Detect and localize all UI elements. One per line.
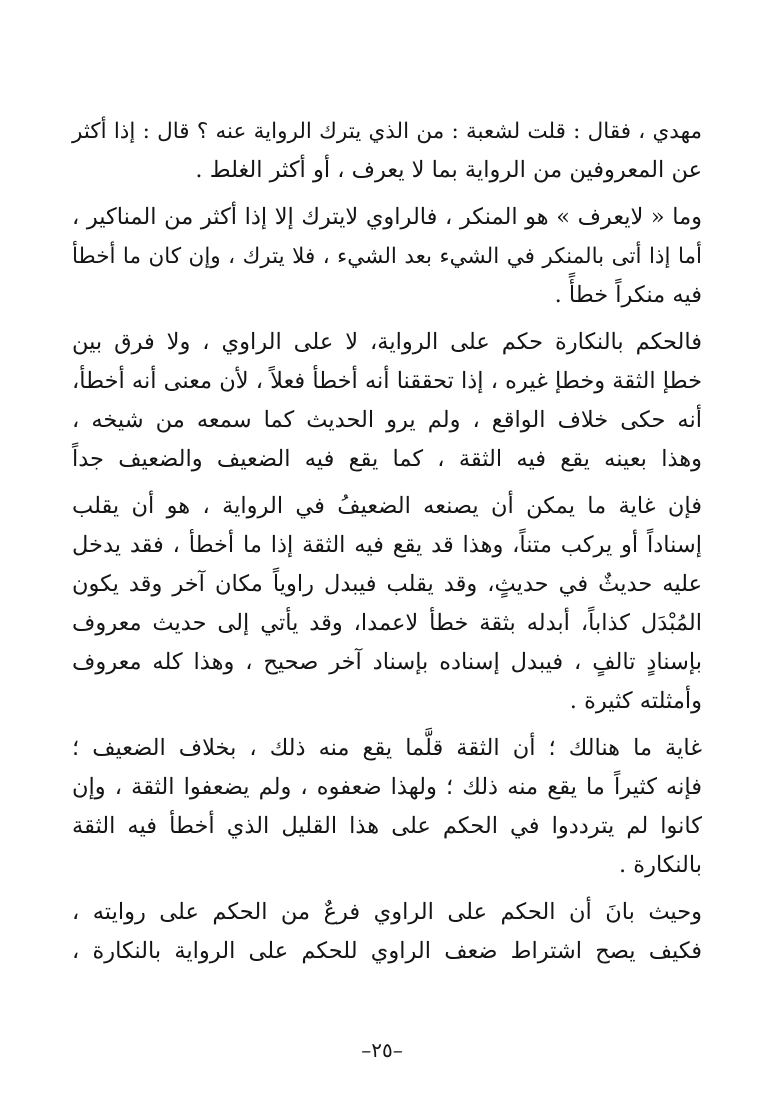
text-line: فإن غاية ما يمكن أن يصنعه الضعيفُ في الرواية ، هو أن يقلب (72, 493, 702, 519)
body-text (72, 112, 702, 979)
text-line: فالحكم بالنكارة حكم على الرواية، لا على الراوي ، ولا فرق بين (72, 329, 702, 355)
text-line: وأمثلته كثيرة . (569, 688, 702, 714)
paragraph-6 (72, 893, 702, 971)
text-line: وما « لايعرف » هو المنكر ، فالراوي لايترك إلا إذا أكثر من المناكير ، (72, 204, 702, 230)
paragraph-5 (72, 729, 702, 885)
text-line: غاية ما هنالك ؛ أن الثقة قلَّما يقع منه ذلك ، بخلاف الضعيف ؛ (72, 735, 703, 761)
text-line: فيه منكراً خطأً . (554, 282, 702, 308)
paragraph-1 (72, 112, 702, 190)
text-line: فإنه كثيراً ما يقع منه ذلك ؛ ولهذا ضعفوه ، ولم يضعفوا الثقة ، وإن (72, 774, 702, 800)
text-line: أنه حكى خلاف الواقع ، ولم يرو الحديث كما سمعه من شيخه ، (72, 407, 702, 433)
text-line: عليه حديثٌ في حديثٍ، وقد يقلب فيبدل راوياً مكان آخر وقد يكون (72, 571, 702, 597)
text-line: وحيث بانَ أن الحكم على الراوي فرعٌ من الحكم على روايته ، (72, 899, 702, 925)
text-line: عن المعروفين من الرواية بما لا يعرف ، أو أكثر الغلط . (195, 157, 702, 183)
text-line: بإسنادٍ تالفٍ ، فيبدل إسناده بإسناد آخر صحيح ، وهذا كله معروف (72, 649, 702, 675)
text-line: كانوا لم يترددوا في الحكم على هذا القليل الذي أخطأ فيه الثقة (72, 813, 702, 839)
text-line: خطإ الثقة وخطإ غيره ، إذا تحققنا أنه أخطأ فعلاً ، لأن معنى أنه أخطأ، (72, 368, 702, 394)
text-line: بالنكارة . (618, 852, 702, 878)
text-line: أما إذا أتى بالمنكر في الشيء بعد الشيء ، فلا يترك ، وإن كان ما أخطأ (72, 244, 702, 269)
text-line: وهذا بعينه يقع فيه الثقة ، كما يقع فيه الضعيف والضعيف جداً (72, 446, 702, 472)
page-number: –٢٥– (361, 1038, 403, 1062)
text-line: المُبْدَل كذاباً، أبدله بثقة خطأ لاعمدا، وقد يأتي إلى حديث معروف (72, 610, 702, 636)
paragraph-2 (72, 198, 702, 315)
text-line: مهدي ، فقال : قلت لشعبة : من الذي يترك الرواية عنه ؟ قال : إذا أكثر (72, 119, 702, 144)
text-line: إسناداً أو يركب متناً، وهذا قد يقع فيه الثقة إذا ما أخطأ ، فقد يدخل (72, 532, 702, 558)
text-line: فكيف يصح اشتراط ضعف الراوي للحكم على الرواية بالنكارة ، (72, 938, 702, 964)
paragraph-3 (72, 323, 702, 479)
paragraph-4 (72, 487, 702, 721)
